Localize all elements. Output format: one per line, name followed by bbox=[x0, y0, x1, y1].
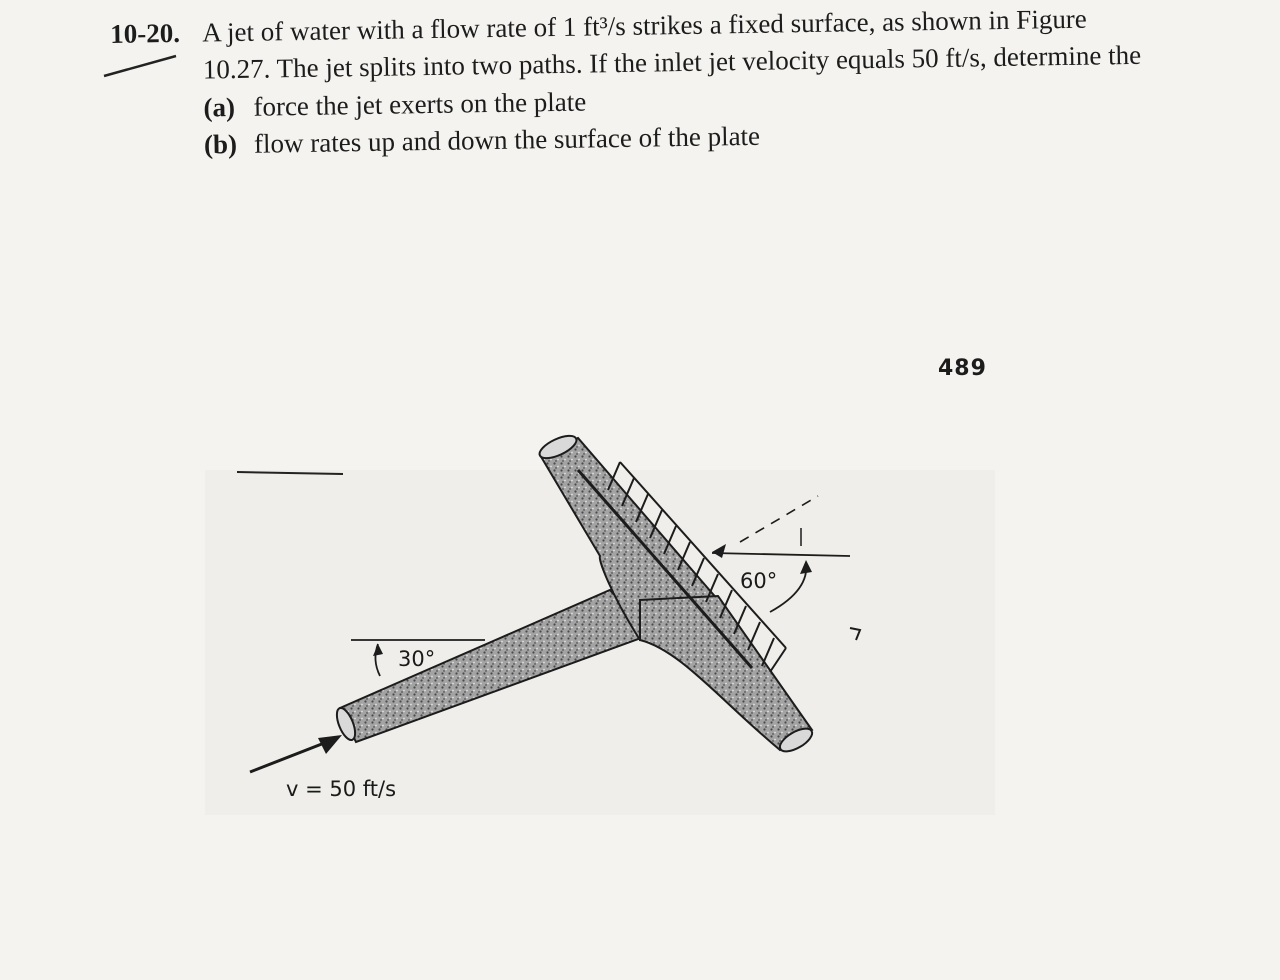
page-number: 489 bbox=[938, 356, 987, 381]
angle-label-60: 60° bbox=[740, 569, 778, 593]
part-a-label: (a) bbox=[203, 91, 236, 123]
velocity-label: v = 50 ft/s bbox=[286, 777, 397, 801]
part-b-text: flow rates up and down the surface of the plate bbox=[253, 120, 761, 159]
problem-text-line-2: 10.27. The jet splits into two paths. If the inlet jet velocity equals 50 ft/s, determine the bbox=[202, 40, 1142, 85]
problem-number: 10-20. bbox=[110, 17, 181, 49]
angle-label-30: 30° bbox=[398, 647, 436, 671]
part-a-text: force the jet exerts on the plate bbox=[253, 86, 587, 122]
part-b-label: (b) bbox=[203, 128, 238, 160]
pen-mark bbox=[104, 56, 176, 76]
problem-text-line-1: A jet of water with a flow rate of 1 ft³/s strikes a fixed surface, as shown in Figure bbox=[202, 3, 1088, 48]
